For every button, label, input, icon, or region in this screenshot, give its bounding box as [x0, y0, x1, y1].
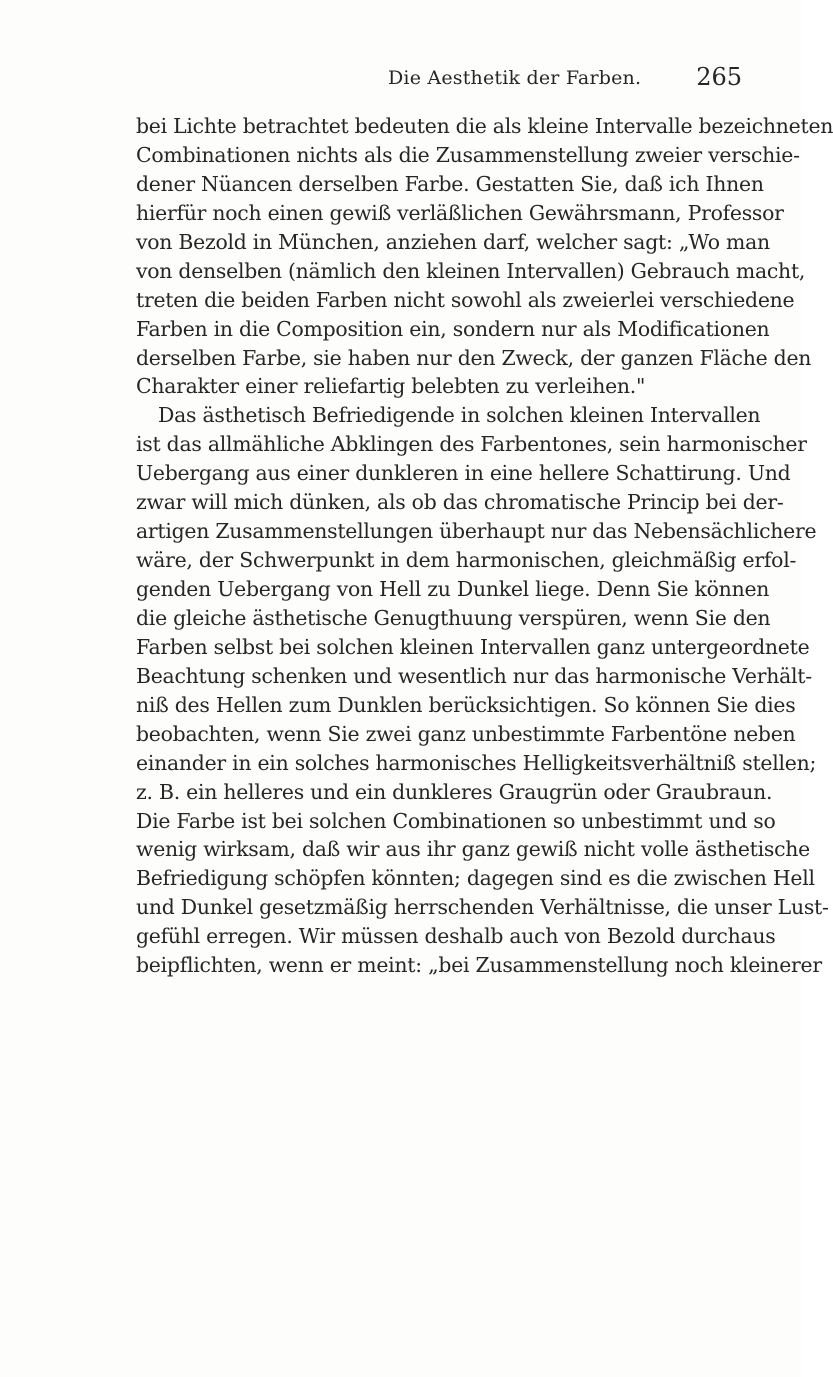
- text-line: ist das allmähliche Abklingen des Farbentones, sein harmonischer: [136, 432, 807, 457]
- text-line: einander in ein solches harmonisches Helligkeitsverhältniß stellen;: [136, 750, 817, 775]
- text-line: Charakter einer reliefartig belebten zu verleihen.": [136, 374, 646, 399]
- text-line: z. B. ein helleres und ein dunkleres Graugrün oder Graubraun.: [136, 779, 773, 804]
- text-line: dener Nüancen derselben Farbe. Gestatten Sie, daß ich Ihnen: [136, 171, 764, 196]
- text-line: gefühl erregen. Wir müssen deshalb auch von Bezold durchaus: [136, 924, 776, 949]
- text-line: niß des Hellen zum Dunklen berücksichtigen. So können Sie dies: [136, 692, 796, 717]
- text-line: von Bezold in München, anziehen darf, welcher sagt: „Wo man: [136, 229, 770, 254]
- text-line: bei Lichte betrachtet bedeuten die als kleine Intervalle bezeichneten: [136, 114, 833, 138]
- text-line: beobachten, wenn Sie zwei ganz unbestimmte Farbentöne neben: [136, 721, 796, 746]
- page-number: 265: [696, 63, 742, 91]
- body-text: [136, 112, 833, 980]
- text-line: von denselben (nämlich den kleinen Intervallen) Gebrauch macht,: [136, 258, 806, 283]
- text-line: hierfür noch einen gewiß verläßlichen Gewährsmann, Professor: [136, 200, 784, 225]
- text-line: Die Farbe ist bei solchen Combinationen so unbestimmt und so: [136, 808, 776, 833]
- text-line: und Dunkel gesetzmäßig herrschenden Verhältnisse, die unser Lust-: [136, 895, 829, 920]
- running-title: Die Aesthetik der Farben.: [388, 67, 642, 89]
- running-head: [126, 63, 746, 97]
- text-line: wenig wirksam, daß wir aus ihr ganz gewiß nicht volle ästhetische: [136, 837, 810, 862]
- text-line: zwar will mich dünken, als ob das chromatische Princip bei der-: [136, 490, 784, 515]
- text-line: Befriedigung schöpfen könnten; dagegen sind es die zwischen Hell: [136, 866, 815, 891]
- text-line: Beachtung schenken und wesentlich nur das harmonische Verhält-: [136, 663, 812, 688]
- text-line: Farben in die Composition ein, sondern nur als Modificationen: [136, 316, 770, 341]
- text-line: artigen Zusammenstellungen überhaupt nur das Nebensächlichere: [136, 519, 817, 544]
- text-line: Combinationen nichts als die Zusammenstellung zweier verschie-: [136, 142, 800, 167]
- text-line: Das ästhetisch Befriedigende in solchen kleinen Intervallen: [158, 403, 761, 428]
- text-line: genden Uebergang von Hell zu Dunkel liege. Denn Sie können: [136, 577, 770, 601]
- text-line: die gleiche ästhetische Genugthuung verspüren, wenn Sie den: [136, 605, 771, 630]
- text-line: Farben selbst bei solchen kleinen Intervallen ganz untergeordnete: [136, 634, 810, 659]
- text-line: treten die beiden Farben nicht sowohl als zweierlei verschiedene: [136, 287, 795, 312]
- text-line: wäre, der Schwerpunkt in dem harmonischen, gleichmäßig erfol-: [136, 548, 797, 573]
- text-line: beipflichten, wenn er meint: „bei Zusammenstellung noch kleinerer: [136, 953, 822, 978]
- text-line: derselben Farbe, sie haben nur den Zweck, der ganzen Fläche den: [136, 345, 812, 370]
- text-line: Uebergang aus einer dunkleren in eine hellere Schattirung. Und: [136, 461, 791, 486]
